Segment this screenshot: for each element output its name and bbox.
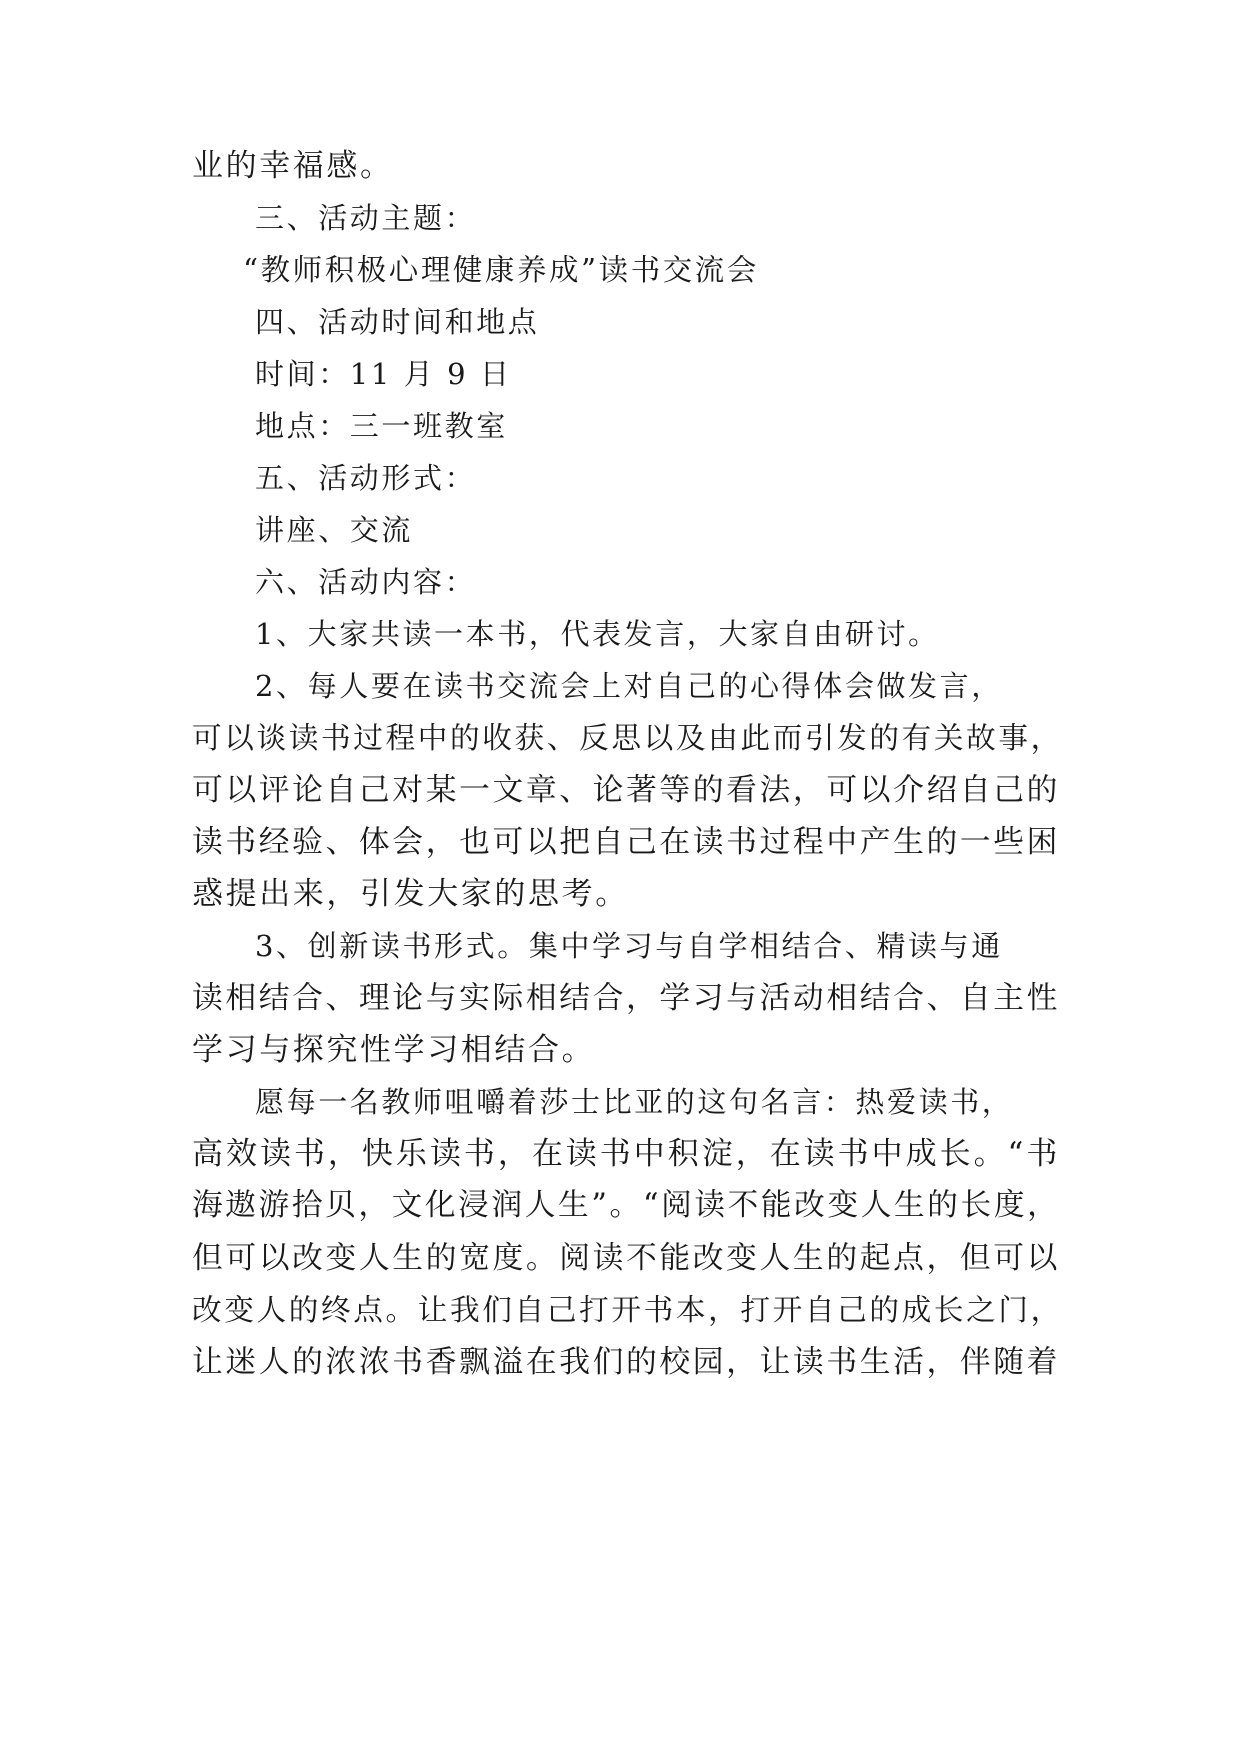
text-line: 愿每一名教师咀嚼着莎士比亚的这句名言：热爱读书，	[255, 1085, 1014, 1119]
text-line: 让迷人的浓浓书香飘溢在我们的校园，让读书生活，伴随着	[192, 1344, 1060, 1380]
text-line: 时间：11 月 9 日	[255, 357, 512, 391]
text-line: 可以谈读书过程中的收获、反思以及由此而引发的有关故事，	[192, 720, 1063, 755]
text-line: 可以评论自己对某一文章、论著等的看法，可以介绍自己的	[192, 772, 1060, 808]
text-line: 1、大家共读一本书，代表发言，大家自由研讨。	[255, 617, 940, 651]
text-line: 改变人的终点。让我们自己打开书本，打开自己的成长之门，	[192, 1292, 1063, 1327]
text-line: 3、创新读书形式。集中学习与自学相结合、精读与通	[255, 929, 1003, 963]
text-line: 地点：三一班教室	[255, 409, 508, 443]
text-line: 高效读书，快乐读书，在读书中积淀，在读书中成长。“书	[192, 1136, 1060, 1172]
text-line: 业的幸福感。	[192, 148, 394, 184]
text-line: 惑提出来，引发大家的思考。	[192, 876, 629, 912]
section-heading-format: 五、活动形式：	[255, 461, 477, 495]
text-line: 海遨游拾贝，文化浸润人生”。“阅读不能改变人生的长度，	[192, 1188, 1061, 1223]
section-heading-time-place: 四、活动时间和地点	[255, 305, 540, 339]
section-heading-content: 六、活动内容：	[255, 565, 477, 599]
section-heading-theme: 三、活动主题：	[255, 201, 477, 235]
text-line: 读相结合、理论与实际相结合，学习与活动相结合、自主性	[192, 980, 1060, 1016]
text-line: 2、每人要在读书交流会上对自己的心得体会做发言，	[255, 669, 1003, 703]
text-line: 学习与探究性学习相结合。	[192, 1032, 596, 1068]
text-line: 读书经验、体会，也可以把自己在读书过程中产生的一些困	[192, 824, 1060, 860]
text-line: “教师积极心理健康养成”读书交流会	[243, 253, 759, 287]
text-line: 但可以改变人生的宽度。阅读不能改变人生的起点，但可以	[192, 1240, 1060, 1276]
text-line: 讲座、交流	[255, 513, 414, 547]
